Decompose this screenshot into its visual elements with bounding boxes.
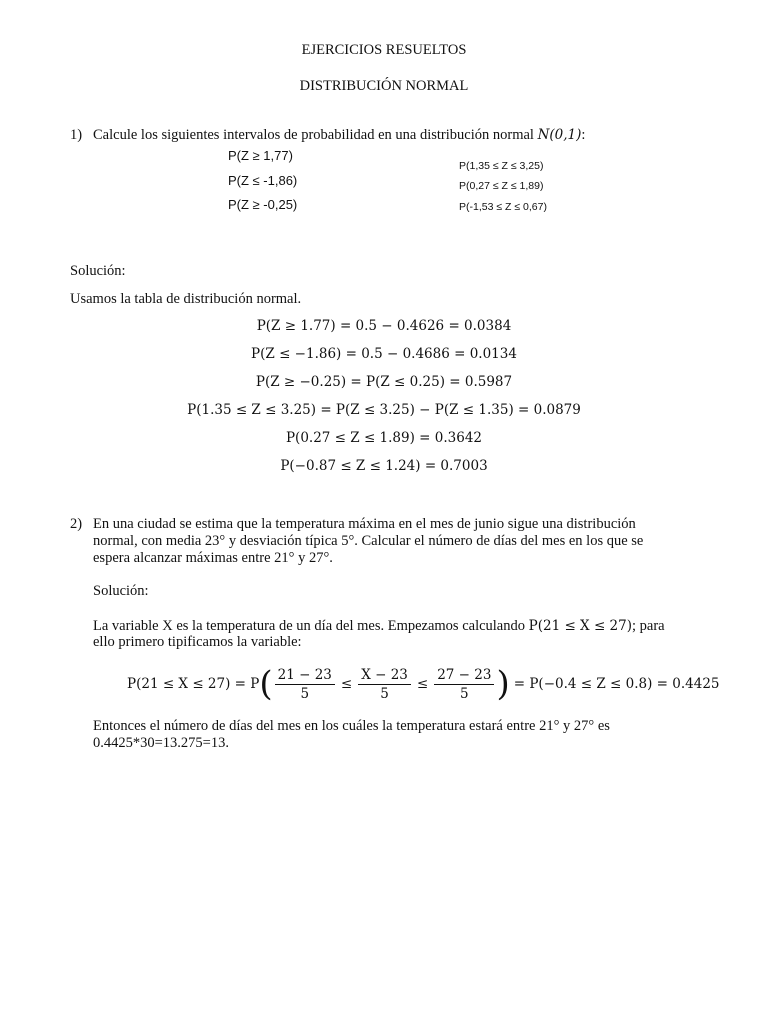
exercise-2-solution-label: Solución: bbox=[93, 583, 149, 599]
exercise-2-conclusion-line-1: Entonces el número de días del mes en los cuáles la temperatura estará entre 21° y 27° es bbox=[93, 718, 610, 734]
exercise-1-item-4: P(1,35 ≤ Z ≤ 3,25) bbox=[459, 160, 544, 172]
exercise-1-number: 1) bbox=[70, 127, 83, 143]
exercise-2-conclusion-line-2: 0.4425*30=13.275=13. bbox=[93, 735, 229, 751]
fraction-middle-denominator: 5 bbox=[380, 685, 389, 702]
exercise-2-number: 2) bbox=[70, 516, 83, 532]
fraction-lower-numerator: 21 − 23 bbox=[275, 666, 335, 685]
fraction-upper-numerator: 27 − 23 bbox=[434, 666, 494, 685]
exercise-2-text-line-1-b: ; para bbox=[632, 618, 665, 634]
exercise-1-equation-2: P(Z ≤ −1.86) = 0.5 − 0.4686 = 0.0134 bbox=[251, 346, 517, 362]
exercise-1-item-6: P(-1,53 ≤ Z ≤ 0,67) bbox=[459, 201, 547, 213]
equation-lhs: P(21 ≤ X ≤ 27) = P bbox=[127, 676, 260, 692]
exercise-1-item-3: P(Z ≥ -0,25) bbox=[228, 197, 298, 212]
exercise-1-equation-6: P(−0.87 ≤ Z ≤ 1.24) = 0.7003 bbox=[280, 458, 488, 474]
exercise-1-distribution: N(0,1) bbox=[537, 127, 582, 143]
fraction-middle bbox=[358, 666, 411, 703]
paren-open: ( bbox=[259, 664, 273, 704]
paren-close: ) bbox=[496, 664, 510, 704]
exercise-1-item-5: P(0,27 ≤ Z ≤ 1,89) bbox=[459, 180, 544, 192]
exercise-2-statement-line-3: espera alcanzar máximas entre 21° y 27°. bbox=[93, 550, 333, 566]
exercise-2-standardization-equation bbox=[127, 662, 720, 706]
exercise-1-colon: : bbox=[581, 127, 586, 143]
fraction-lower-denominator: 5 bbox=[300, 685, 310, 702]
exercise-2-text-line-1-a: La variable X es la temperatura de un día del mes. Empezamos calculando bbox=[93, 618, 525, 634]
page-title: EJERCICIOS RESUELTOS bbox=[301, 42, 467, 58]
exercise-1-item-1: P(Z ≥ 1,77) bbox=[228, 148, 293, 163]
page-subtitle: DISTRIBUCIÓN NORMAL bbox=[299, 78, 469, 94]
fraction-upper bbox=[434, 666, 494, 703]
exercise-1-equation-5: P(0.27 ≤ Z ≤ 1.89) = 0.3642 bbox=[285, 430, 483, 446]
exercise-1-equation-3: P(Z ≥ −0.25) = P(Z ≤ 0.25) = 0.5987 bbox=[255, 374, 513, 390]
exercise-1-equation-1: P(Z ≥ 1.77) = 0.5 − 0.4626 = 0.0384 bbox=[256, 318, 512, 334]
exercise-1-solution-label: Solución: bbox=[70, 263, 126, 279]
exercise-2-text-line-1-math: P(21 ≤ X ≤ 27) bbox=[528, 618, 632, 634]
leq-sign-2: ≤ bbox=[416, 676, 429, 692]
exercise-2-text-line-2: ello primero tipificamos la variable: bbox=[93, 634, 302, 650]
exercise-1-method: Usamos la tabla de distribución normal. bbox=[70, 291, 302, 307]
fraction-middle-numerator: X − 23 bbox=[358, 666, 411, 685]
exercise-1-item-2: P(Z ≤ -1,86) bbox=[228, 173, 298, 188]
exercise-1-equation-4: P(1.35 ≤ Z ≤ 3.25) = P(Z ≤ 3.25) − P(Z ≤ 1.35) = 0.0879 bbox=[187, 402, 581, 418]
exercise-2-text-line-1 bbox=[93, 618, 665, 635]
leq-sign-1: ≤ bbox=[340, 676, 353, 692]
equation-rhs: = P(−0.4 ≤ Z ≤ 0.8) = 0.4425 bbox=[513, 676, 720, 692]
exercise-2-statement-line-2: normal, con media 23° y desviación típica 5°. Calcular el número de días del mes en los que se bbox=[93, 533, 644, 549]
exercise-1-statement bbox=[93, 127, 585, 144]
fraction-lower bbox=[275, 666, 335, 703]
fraction-upper-denominator: 5 bbox=[460, 685, 469, 702]
exercise-1-statement-text: Calcule los siguientes intervalos de probabilidad en una distribución normal bbox=[93, 127, 534, 143]
exercise-2-statement-line-1: En una ciudad se estima que la temperatura máxima en el mes de junio sigue una distribución bbox=[93, 516, 636, 532]
